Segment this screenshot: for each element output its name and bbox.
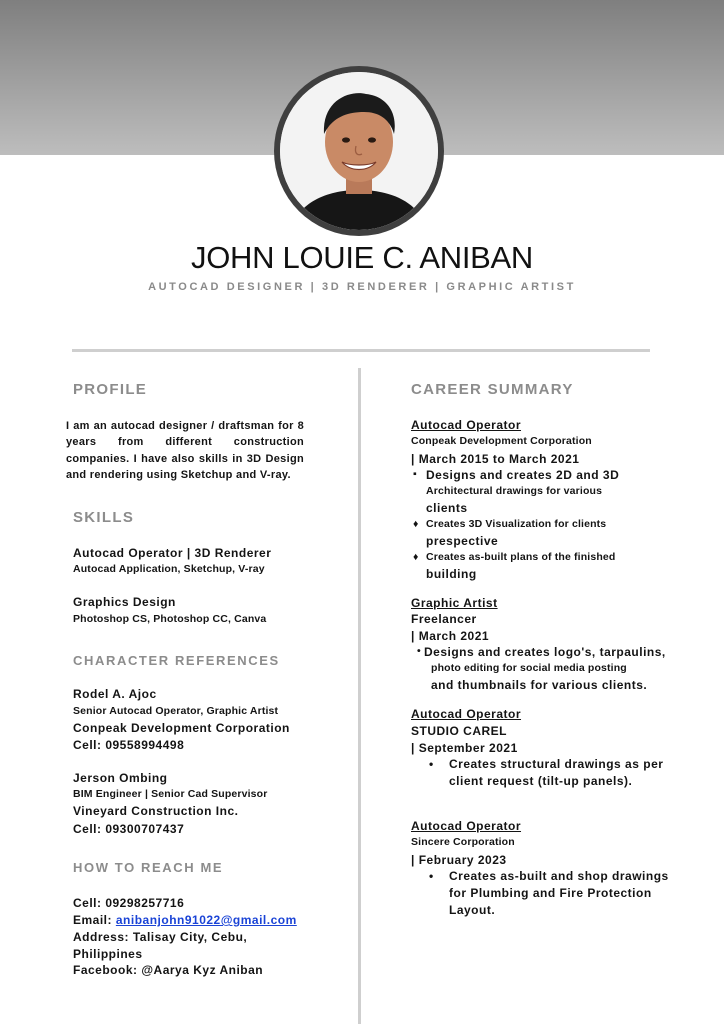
bullet-dot: •: [417, 645, 421, 657]
job-bullet-line: Creates structural drawings as per: [449, 757, 664, 771]
contact-email-label: Email:: [73, 913, 116, 927]
references-heading: CHARACTER REFERENCES: [73, 653, 280, 668]
job-company: Conpeak Development Corporation: [411, 435, 592, 447]
reference-cell: Cell: 09300707437: [73, 822, 185, 836]
horizontal-divider: [72, 349, 650, 352]
bullet-dot: ♦: [413, 518, 419, 530]
candidate-name: JOHN LOUIE C. ANIBAN: [191, 240, 533, 275]
job-bullet-line: Designs and creates 2D and 3D: [426, 468, 620, 482]
bullet-dot: ▪: [413, 468, 417, 480]
career-heading: CAREER SUMMARY: [411, 381, 574, 398]
job-title: Autocad Operator: [411, 418, 522, 432]
job-company: Sincere Corporation: [411, 836, 515, 848]
bullet-dot: •: [429, 869, 434, 883]
contact-cell: Cell: 09298257716: [73, 896, 185, 910]
job-bullet-line: Creates as-built plans of the finished: [426, 551, 616, 563]
reference-name: Jerson Ombing: [73, 771, 168, 785]
reference-cell: Cell: 09558994498: [73, 738, 185, 752]
reference-company: Vineyard Construction Inc.: [73, 804, 239, 818]
job-bullet-line: Creates 3D Visualization for clients: [426, 518, 607, 530]
bullet-dot: •: [429, 757, 434, 771]
skill-title: Graphics Design: [73, 595, 176, 609]
job-company: Freelancer: [411, 612, 477, 626]
contact-address: Address: Talisay City, Cebu,: [73, 930, 248, 944]
job-company: STUDIO CAREL: [411, 724, 507, 738]
contact-email-row: [73, 913, 297, 927]
job-bullet-line: photo editing for social media posting: [431, 662, 627, 674]
job-bullet-line: and thumbnails for various clients.: [431, 678, 648, 692]
reference-role: BIM Engineer | Senior Cad Supervisor: [73, 788, 268, 800]
column-divider: [358, 368, 361, 1024]
profile-text: I am an autocad designer / draftsman for 8 years from different construction companies. I have also skills in 3D Design and rendering using Sketchup and V-ray.: [66, 420, 304, 482]
job-bullet-line: Layout.: [449, 903, 496, 917]
skills-heading: SKILLS: [73, 509, 135, 526]
reference-name: Rodel A. Ajoc: [73, 687, 157, 701]
job-bullet-line: clients: [426, 501, 468, 515]
skill-title: Autocad Operator | 3D Renderer: [73, 546, 272, 560]
job-period: | February 2023: [411, 853, 507, 867]
contact-address-country: Philippines: [73, 947, 143, 961]
job-title: Autocad Operator: [411, 819, 522, 833]
skill-detail: Photoshop CS, Photoshop CC, Canva: [73, 613, 267, 625]
job-bullet-line: client request (tilt-up panels).: [449, 774, 633, 788]
job-bullet-line: Architectural drawings for various: [426, 485, 603, 497]
profile-photo: [280, 72, 438, 230]
job-bullet-line: building: [426, 567, 477, 581]
job-bullet-line: Designs and creates logo's, tarpaulins,: [424, 645, 666, 659]
email-link[interactable]: anibanjohn91022@gmail.com: [115, 913, 297, 927]
profile-photo-frame: [274, 66, 444, 236]
job-title: Graphic Artist: [411, 596, 498, 610]
reference-company: Conpeak Development Corporation: [73, 721, 290, 735]
candidate-tagline: AUTOCAD DESIGNER | 3D RENDERER | GRAPHIC ARTIST: [148, 281, 576, 293]
contact-heading: HOW TO REACH ME: [73, 860, 224, 875]
profile-heading: PROFILE: [73, 381, 148, 398]
contact-facebook: Facebook: @Aarya Kyz Aniban: [73, 963, 264, 977]
job-period: | March 2021: [411, 629, 490, 643]
job-bullet-line: for Plumbing and Fire Protection: [449, 886, 652, 900]
job-period: | September 2021: [411, 741, 518, 755]
job-bullet-line: prespective: [426, 534, 499, 548]
bullet-dot: ♦: [413, 551, 419, 563]
job-title: Autocad Operator: [411, 707, 522, 721]
reference-role: Senior Autocad Operator, Graphic Artist: [73, 705, 279, 717]
job-bullet-line: Creates as-built and shop drawings: [449, 869, 669, 883]
skill-detail: Autocad Application, Sketchup, V-ray: [73, 563, 265, 575]
job-period: | March 2015 to March 2021: [411, 452, 580, 466]
